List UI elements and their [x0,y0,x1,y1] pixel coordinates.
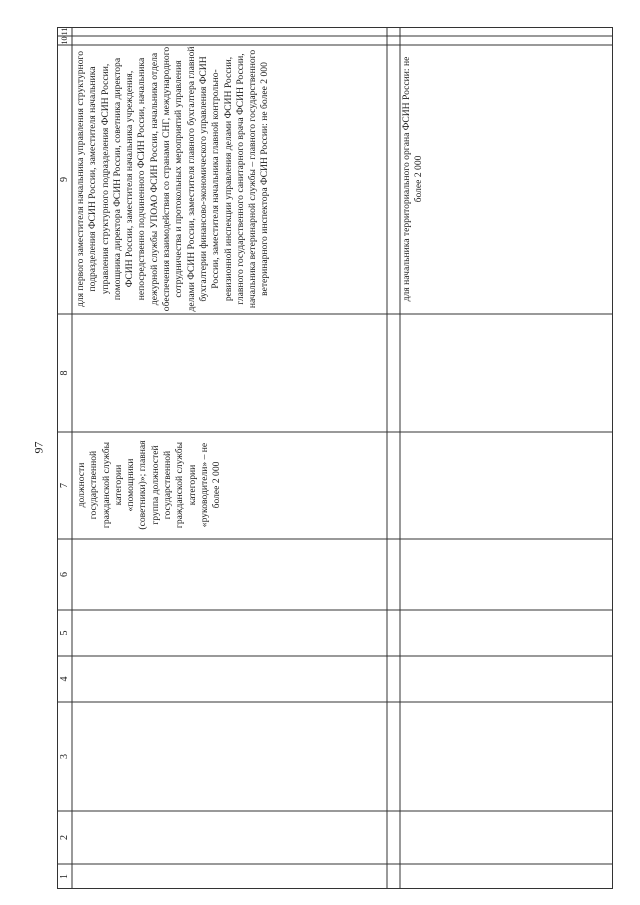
row-1-col-9-text: для первого заместителя начальника управления структурного подразделения ФСИН России, заместителя начальника управления структурного подразделения ФСИН России, помощника директора ФСИН России, советника директора ФСИН России, заместителя начальника учреждения, непосредственно подчиненного ФСИН России, начальника дежурной службы УПОАО ФСИН России, начальника отдела обеспечения взаимодействия со странами СНГ, международного сотрудничества и протокольных мероприятий управления делами ФСИН России, заместителя главного бухгалтера главной бухгалтерии финансово-экономического управления ФСИН России, заместителя начальника главной контрольно-ревизионной инспекции управления делами ФСИН России, главного государственного санитарного врача ФСИН России, начальника ветеринарной службы – главного государственного ветеринарного инспектора ФСИН России: не более 2 000 [75,46,271,312]
column-header-8: 8 [59,370,70,376]
column-header-7: 7 [59,483,70,488]
row-2-col-9-text: для начальника территориального органа ФСИН России: не более 2 000 [401,56,425,302]
column-header-11: 11 [60,27,69,36]
requirements-table [57,27,613,889]
column-header-9: 9 [59,177,70,182]
rotated-content [57,27,613,889]
column-header-4: 4 [59,676,70,682]
page-number: 97 [31,441,46,454]
column-header-10: 10 [60,36,69,45]
column-header-2: 2 [59,835,70,840]
column-header-1: 1 [59,874,70,879]
column-header-6: 6 [59,572,70,577]
column-header-3: 3 [59,754,70,759]
column-header-5: 5 [59,630,70,636]
row-1-col-7-text: должности государственной гражданской службы категории «помощники (советники)»; главная группа должностей государственной гражданской службы категории «руководители» – не более 2 000 [76,440,223,530]
